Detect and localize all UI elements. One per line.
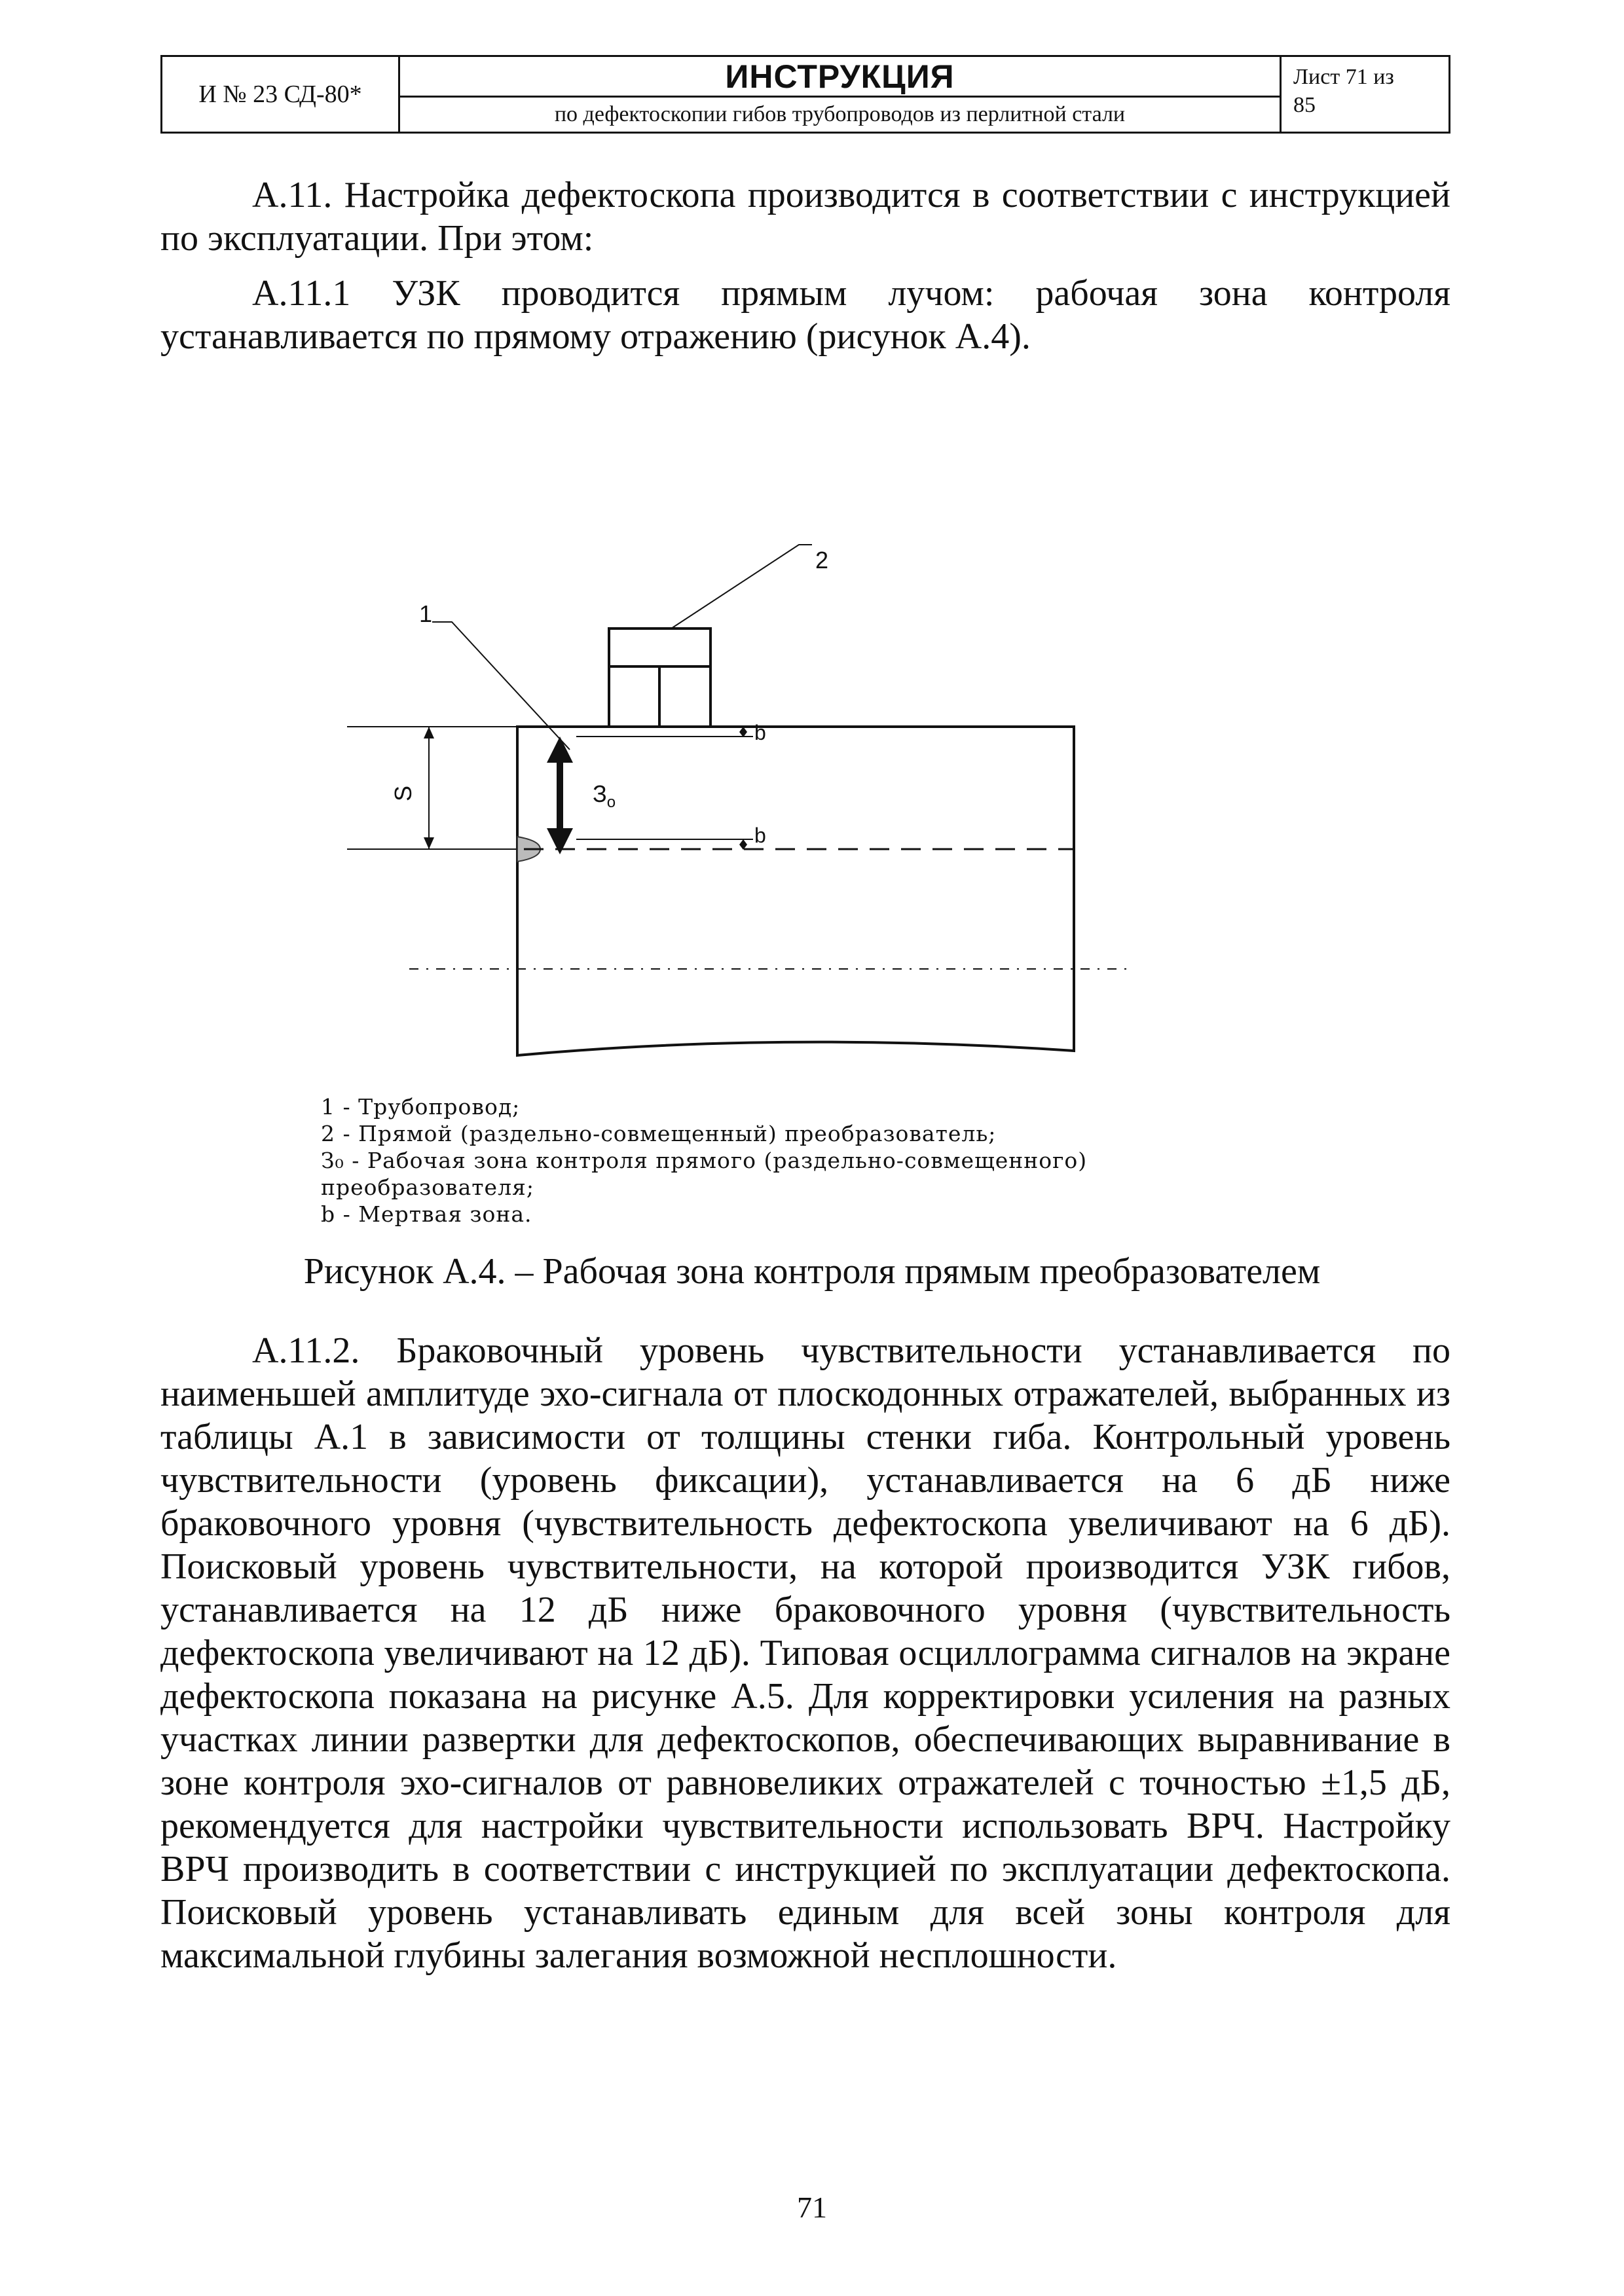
doc-number: И № 23 СД-80*	[162, 57, 400, 132]
zo-arrow-bottom	[547, 828, 573, 854]
paragraph-a11: А.11. Настройка дефектоскопа производится в соответствии с инструкцией по эксплуатации. При этом:	[160, 175, 1450, 259]
header-title-block	[400, 57, 1282, 132]
label-s: S	[390, 785, 416, 802]
sheet-line-2: 85	[1293, 92, 1316, 117]
pipe-body	[517, 727, 1074, 1055]
document-header	[160, 55, 1450, 134]
zo-arrow-shaft	[557, 756, 563, 835]
figure-caption: Рисунок А.4. – Рабочая зона контроля прямым преобразователем	[303, 1251, 1321, 1292]
doc-title: ИНСТРУКЦИЯ	[400, 57, 1280, 98]
legend-item: 2 - Прямой (раздельно-совмещенный) преобразователь;	[321, 1121, 997, 1146]
label-zo: $З_о$	[593, 780, 616, 811]
page-number: 71	[797, 2191, 827, 2224]
sheet-line-1: Лист 71 из	[1293, 65, 1394, 89]
figure-a4-diagram	[327, 524, 1179, 1093]
leader-2	[671, 545, 812, 629]
legend-item: 1 - Трубопровод;	[321, 1094, 521, 1120]
label-2: 2	[815, 547, 829, 574]
legend-item: преобразователя;	[321, 1175, 534, 1200]
s-arrow-bottom	[424, 837, 434, 849]
dead-zone-top-marker	[739, 727, 747, 737]
label-1: 1	[419, 600, 433, 627]
leader-1	[432, 622, 570, 750]
paragraph-a11-2: А.11.2. Браковочный уровень чувствительности устанавливается по наименьшей амплитуде эхо-сигнала от плоскодонных отражателей, выбранных из таблицы А.1 в зависимости от толщины стенки гиба. Контрольный уровень чувствительности (уровень фиксации), устанавливается на 6 дБ ниже браковочного уровня (чувствительность дефектоскопа увеличивают на 6 дБ). Поисковый уровень чувствительности, на которой производится УЗК гибов, устанавливается на 12 дБ ниже браковочного уровня (чувствительность дефектоскопа увеличивают на 12 дБ). Типовая осциллограмма сигналов на экране дефектоскопа показана на рисунке А.5. Для корректировки усиления на разных участках линии развертки для дефектоскопов, обеспечивающих выравнивание в зоне контроля эхо-сигналов от равновеликих отражателей с точностью ±1,5 дБ, рекомендуется для настройки чувствительности использовать ВРЧ. Настройку ВРЧ производить в соответствии с инструкцией по эксплуатации дефектоскопа. Поисковый уровень устанавливать единым для всей зоны контроля для максимальной глубины залегания возможной несплошности.	[160, 1330, 1450, 1976]
paragraph-a11-1: А.11.1 УЗК проводится прямым лучом: рабочая зона контроля устанавливается по прямому отражению (рисунок А.4).	[160, 273, 1450, 357]
legend-item: З₀ - Рабочая зона контроля прямого (раздельно-совмещенного)	[321, 1148, 1088, 1173]
s-arrow-top	[424, 727, 434, 738]
label-b-bottom: b	[754, 824, 766, 847]
doc-subtitle: по дефектоскопии гибов трубопроводов из перлитной стали	[554, 102, 1126, 127]
label-b-top: b	[754, 721, 766, 744]
legend-item: b - Мертвая зона.	[321, 1201, 532, 1227]
transducer	[609, 629, 710, 727]
figure-legend	[321, 1093, 1303, 1228]
sheet-info	[1282, 57, 1449, 132]
